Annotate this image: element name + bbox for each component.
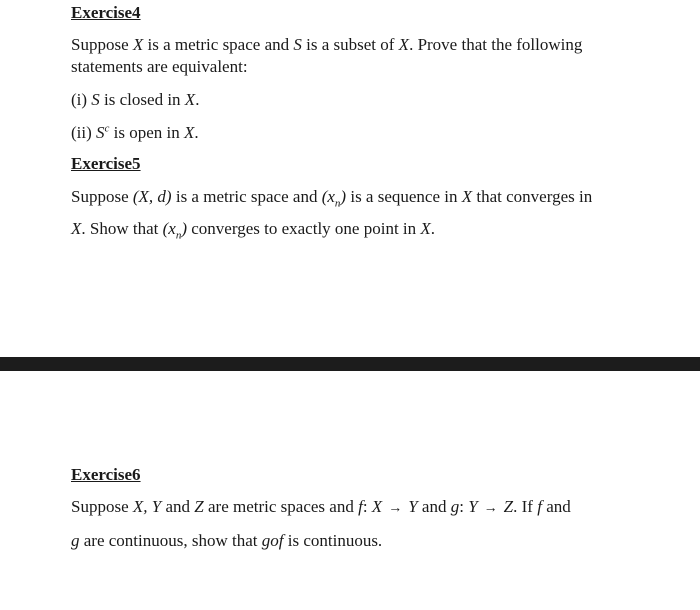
- arrow-icon: →: [483, 501, 498, 516]
- exercise-6-statement-line2: g are continuous, show that gof is continuous.: [71, 531, 383, 550]
- exercise-5-heading: Exercise5: [71, 154, 141, 173]
- exercise-5-statement-line1: Suppose (X, d) is a metric space and $(x_n)$ is a sequence in X that converges in: [71, 187, 593, 210]
- exercise-4-heading: Exercise4: [71, 3, 141, 22]
- exercise-4-item-i: (i) S is closed in X.: [71, 90, 200, 109]
- exercise-6-heading: Exercise6: [71, 465, 141, 484]
- exercise-4-statement-line2: statements are equivalent:: [71, 57, 248, 76]
- exercise-5-statement-line2: X. Show that $(x_n)$ converges to exactly one point in X.: [71, 219, 436, 242]
- divider-bar: [0, 357, 700, 371]
- exercise-4-statement-line1: Suppose X is a metric space and S is a subset of X. Prove that the following: [71, 35, 583, 54]
- exercise-4-item-ii: (ii) $S^c$ is open in X.: [71, 122, 199, 142]
- arrow-icon: →: [388, 501, 403, 516]
- exercise-6-statement-line1: Suppose X, Y and Z are metric spaces and f: X → Y and g: Y → Z. If f and: [71, 497, 571, 516]
